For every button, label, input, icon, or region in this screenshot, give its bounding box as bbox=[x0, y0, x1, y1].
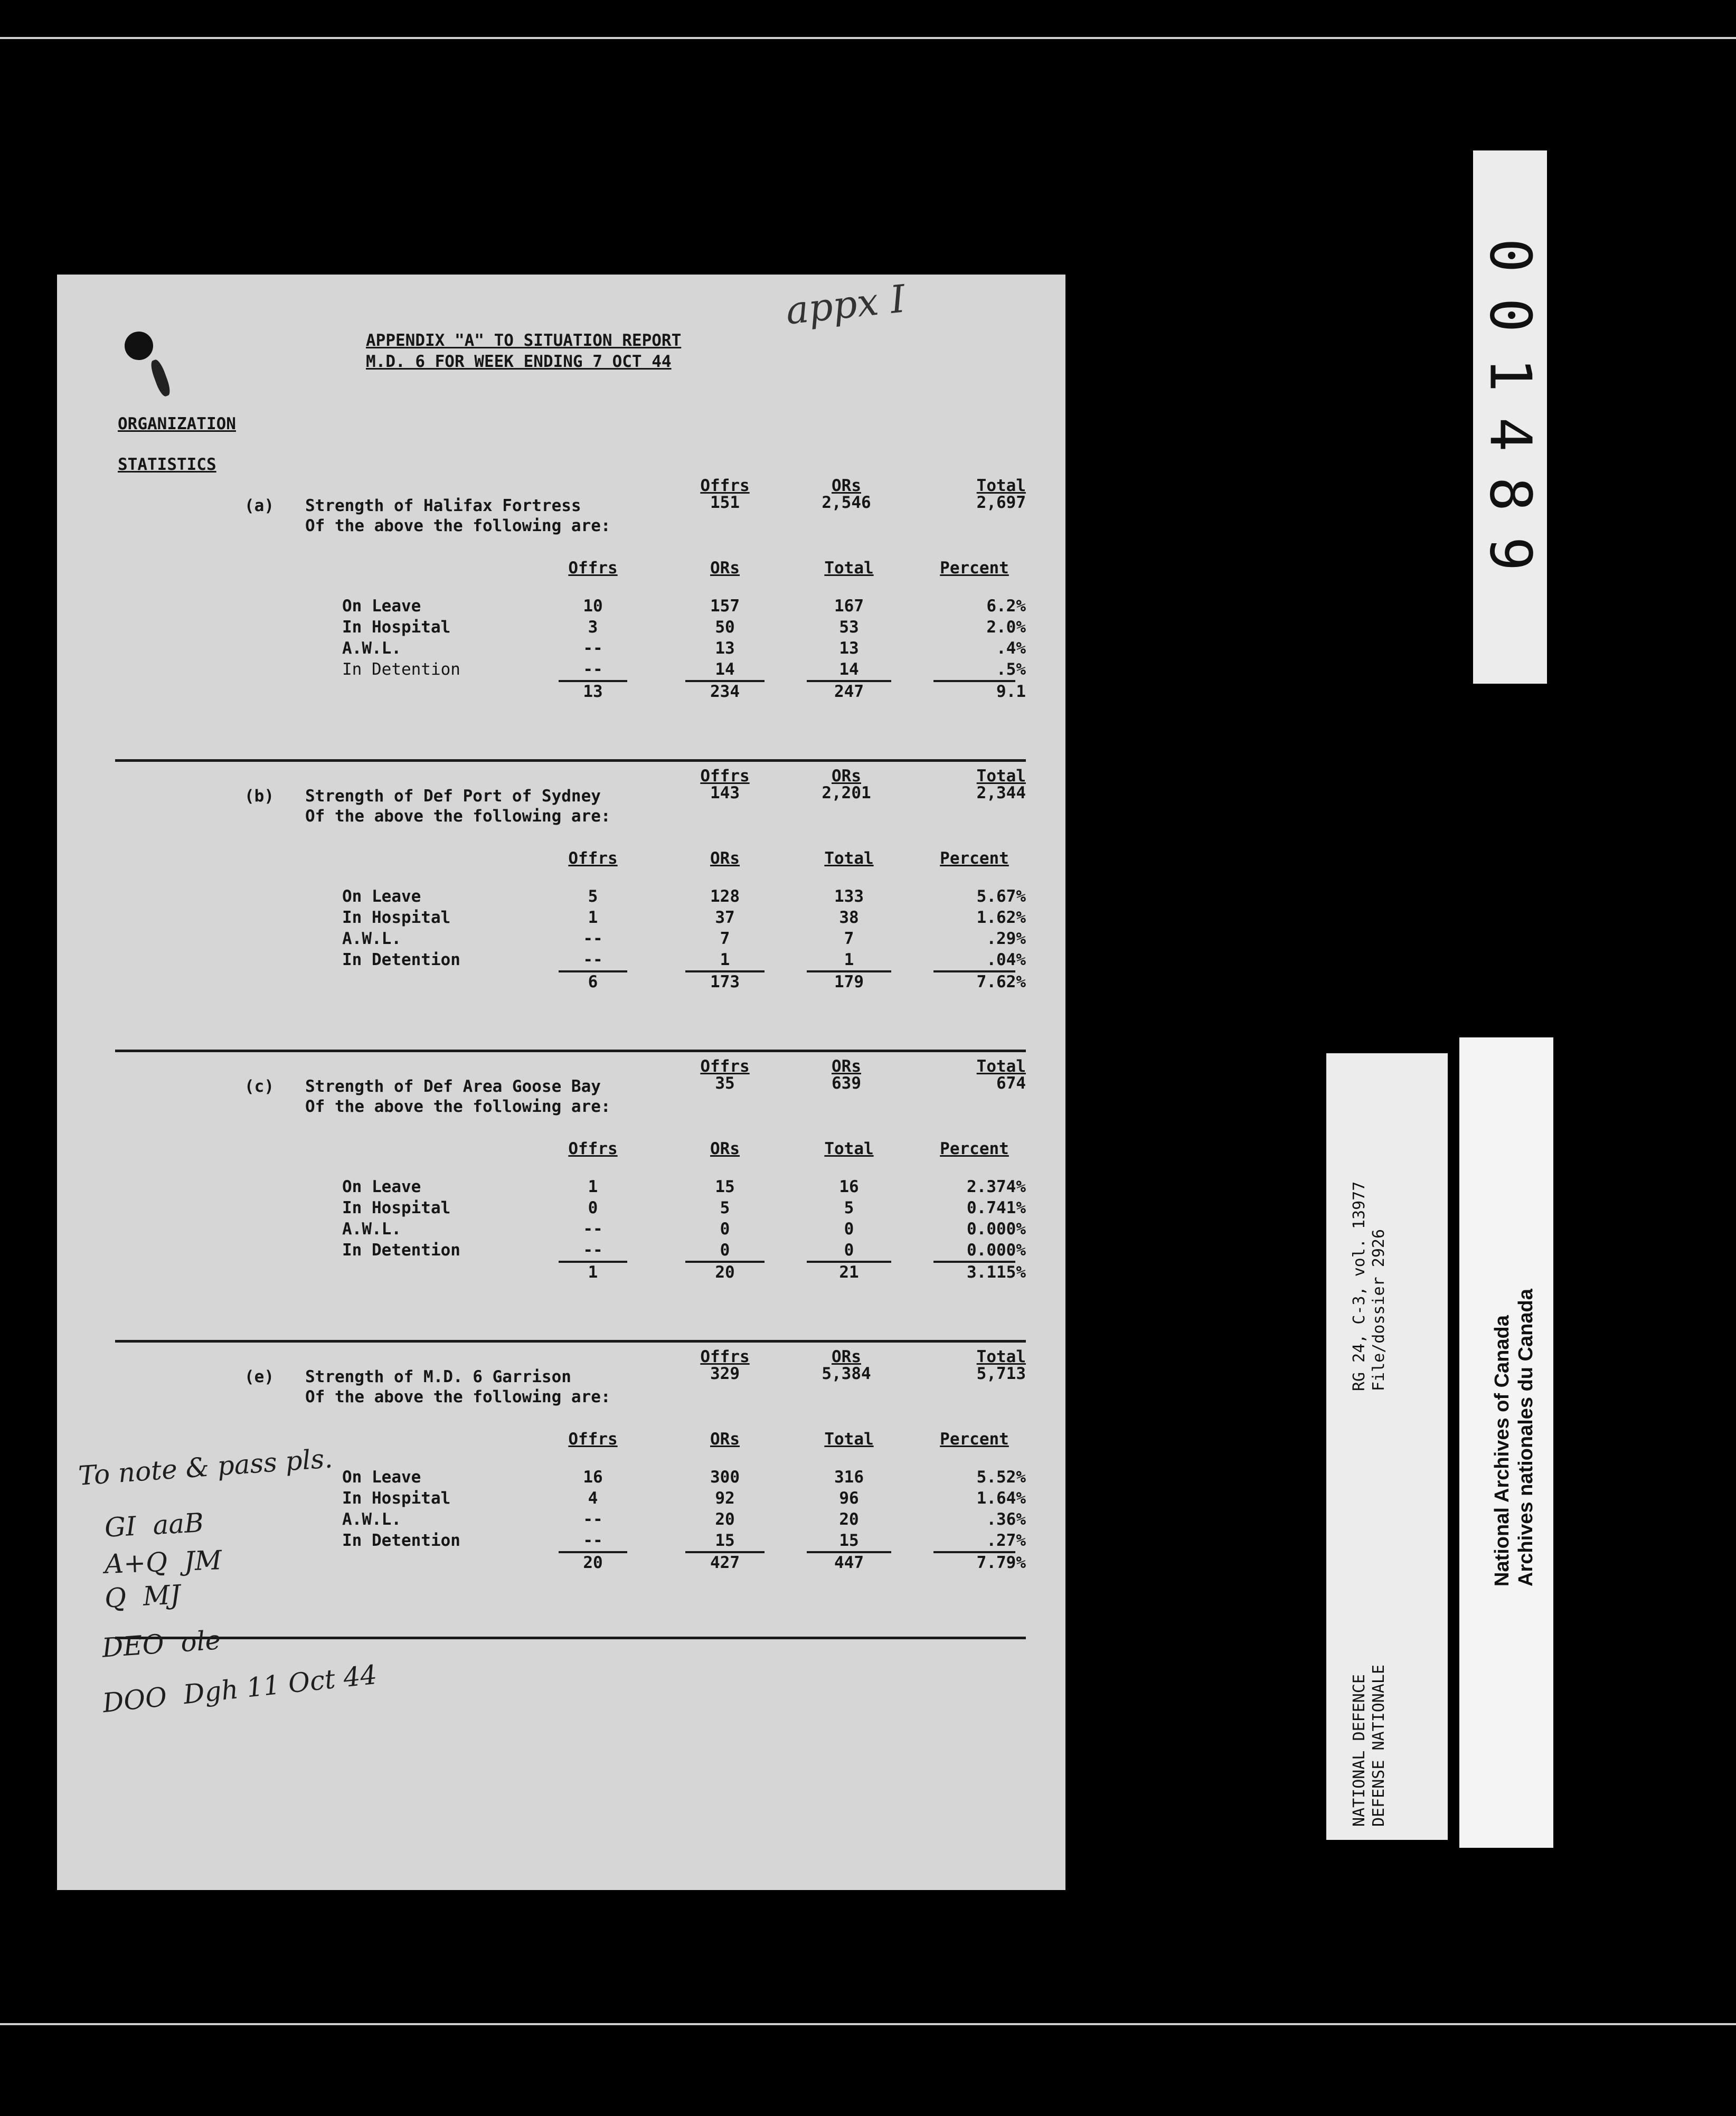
strength-ors: 639 bbox=[832, 1074, 861, 1093]
section-subtitle: Of the above the following are: bbox=[305, 516, 611, 535]
strength-total: 5,713 bbox=[976, 1364, 1026, 1383]
row-label: On Leave bbox=[342, 597, 421, 616]
strength-total: 674 bbox=[996, 1074, 1026, 1093]
total-percent: 7.62% bbox=[976, 972, 1026, 991]
cell-offrs: -- bbox=[583, 929, 603, 948]
cell-ors: 0 bbox=[720, 1241, 730, 1260]
film-edge-bottom bbox=[0, 2023, 1736, 2025]
cell-offrs: 3 bbox=[588, 618, 598, 637]
cell-percent: .36% bbox=[986, 1510, 1026, 1529]
section-letter: (a) bbox=[244, 496, 274, 515]
cell-offrs: -- bbox=[583, 1531, 603, 1550]
closing-rule bbox=[115, 1637, 1026, 1639]
section-3 bbox=[57, 1347, 1065, 1626]
row-label: In Hospital bbox=[342, 908, 451, 927]
row-label: In Detention bbox=[342, 660, 460, 679]
row-label: In Detention bbox=[342, 1531, 460, 1550]
row-label: In Detention bbox=[342, 1241, 460, 1260]
col-header-offrs: Offrs bbox=[568, 559, 618, 578]
cell-total: 0 bbox=[844, 1241, 854, 1260]
cell-percent: 2.0% bbox=[986, 618, 1026, 637]
cell-percent: 1.62% bbox=[976, 908, 1026, 927]
cell-ors: 37 bbox=[715, 908, 735, 927]
cell-offrs: 16 bbox=[583, 1468, 603, 1487]
archives-name-english: National Archives of Canada bbox=[1491, 1315, 1513, 1586]
section-name: Strength of Def Port of Sydney bbox=[305, 787, 601, 806]
col-header-ors: ORs bbox=[710, 849, 740, 868]
cell-percent: .5% bbox=[996, 660, 1026, 679]
cell-percent: 0.741% bbox=[967, 1198, 1026, 1217]
film-edge-top bbox=[0, 37, 1736, 39]
col-header-total: Total bbox=[824, 559, 874, 578]
strength-ors: 5,384 bbox=[822, 1364, 871, 1383]
cell-offrs: 10 bbox=[583, 597, 603, 616]
row-label: In Hospital bbox=[342, 1198, 451, 1217]
col-header-offrs: Offrs bbox=[568, 1430, 618, 1449]
total-percent: 3.115% bbox=[967, 1263, 1026, 1282]
cell-ors: 5 bbox=[720, 1198, 730, 1217]
total-ors: 234 bbox=[710, 682, 740, 701]
strength-total: 2,344 bbox=[976, 783, 1026, 802]
reference-line-1: RG 24, C-3, vol. 13977 bbox=[1350, 1181, 1369, 1391]
col-header-percent: Percent bbox=[940, 1139, 1009, 1158]
total-offrs: 13 bbox=[583, 682, 603, 701]
cell-offrs: 1 bbox=[588, 1177, 598, 1196]
total-ors: 173 bbox=[710, 972, 740, 991]
col-header-percent: Percent bbox=[940, 559, 1009, 578]
heading-organization: ORGANIZATION bbox=[118, 414, 236, 433]
row-label: A.W.L. bbox=[342, 639, 401, 658]
cell-total: 20 bbox=[839, 1510, 859, 1529]
section-1 bbox=[57, 767, 1065, 1045]
section-subtitle: Of the above the following are: bbox=[305, 1097, 611, 1116]
strength-offrs: 35 bbox=[715, 1074, 735, 1093]
strength-offrs: 151 bbox=[710, 493, 740, 512]
cell-offrs: -- bbox=[583, 660, 603, 679]
cell-ors: 128 bbox=[710, 887, 740, 906]
punch-tear bbox=[148, 358, 172, 398]
section-2 bbox=[57, 1057, 1065, 1336]
national-archives-label bbox=[1459, 1037, 1553, 1848]
cell-total: 316 bbox=[834, 1468, 864, 1487]
cell-total: 1 bbox=[844, 950, 854, 969]
cell-offrs: -- bbox=[583, 1510, 603, 1529]
cell-ors: 50 bbox=[715, 618, 735, 637]
strength-offrs-label: Offrs bbox=[700, 767, 750, 786]
col-header-offrs: Offrs bbox=[568, 849, 618, 868]
col-header-ors: ORs bbox=[710, 559, 740, 578]
cell-total: 15 bbox=[839, 1531, 859, 1550]
document-title bbox=[366, 330, 681, 372]
cell-percent: 0.000% bbox=[967, 1241, 1026, 1260]
cell-total: 14 bbox=[839, 660, 859, 679]
cell-percent: 6.2% bbox=[986, 597, 1026, 616]
cell-total: 133 bbox=[834, 887, 864, 906]
row-label: On Leave bbox=[342, 1177, 421, 1196]
cell-total: 7 bbox=[844, 929, 854, 948]
section-divider bbox=[115, 759, 1026, 762]
cell-percent: .27% bbox=[986, 1531, 1026, 1550]
cell-offrs: -- bbox=[583, 950, 603, 969]
handwritten-annotation-top: appx I bbox=[784, 276, 908, 333]
row-label: On Leave bbox=[342, 887, 421, 906]
total-total: 21 bbox=[839, 1263, 859, 1282]
row-label: A.W.L. bbox=[342, 929, 401, 948]
archive-reference-label bbox=[1326, 1053, 1448, 1840]
cell-ors: 14 bbox=[715, 660, 735, 679]
col-header-percent: Percent bbox=[940, 849, 1009, 868]
strength-offrs: 329 bbox=[710, 1364, 740, 1383]
total-percent: 9.1 bbox=[996, 682, 1026, 701]
cell-total: 16 bbox=[839, 1177, 859, 1196]
cell-offrs: -- bbox=[583, 1241, 603, 1260]
reference-line-2: File/dossier 2926 bbox=[1370, 1229, 1388, 1391]
title-line-1: APPENDIX "A" TO SITUATION REPORT bbox=[366, 331, 682, 350]
total-ors: 20 bbox=[715, 1263, 735, 1282]
strength-ors-label: ORs bbox=[832, 476, 861, 495]
row-label: A.W.L. bbox=[342, 1220, 401, 1239]
col-header-percent: Percent bbox=[940, 1430, 1009, 1449]
total-offrs: 6 bbox=[588, 972, 598, 991]
cell-total: 53 bbox=[839, 618, 859, 637]
cell-ors: 157 bbox=[710, 597, 740, 616]
cell-offrs: 5 bbox=[588, 887, 598, 906]
strength-ors: 2,201 bbox=[822, 783, 871, 802]
strength-total-label: Total bbox=[976, 767, 1026, 786]
col-header-total: Total bbox=[824, 1139, 874, 1158]
cell-total: 96 bbox=[839, 1489, 859, 1508]
cell-percent: 2.374% bbox=[967, 1177, 1026, 1196]
section-name: Strength of M.D. 6 Garrison bbox=[305, 1367, 571, 1386]
cell-total: 0 bbox=[844, 1220, 854, 1239]
cell-percent: 0.000% bbox=[967, 1220, 1026, 1239]
cell-ors: 0 bbox=[720, 1220, 730, 1239]
cell-offrs: 4 bbox=[588, 1489, 598, 1508]
row-label: A.W.L. bbox=[342, 1510, 401, 1529]
cell-offrs: 0 bbox=[588, 1198, 598, 1217]
strength-total: 2,697 bbox=[976, 493, 1026, 512]
cell-ors: 92 bbox=[715, 1489, 735, 1508]
cell-percent: .4% bbox=[996, 639, 1026, 658]
cell-ors: 20 bbox=[715, 1510, 735, 1529]
strength-total-label: Total bbox=[976, 476, 1026, 495]
strength-offrs-label: Offrs bbox=[700, 476, 750, 495]
col-header-ors: ORs bbox=[710, 1139, 740, 1158]
cell-ors: 15 bbox=[715, 1531, 735, 1550]
cell-percent: .29% bbox=[986, 929, 1026, 948]
section-letter: (b) bbox=[244, 787, 274, 806]
total-percent: 7.79% bbox=[976, 1553, 1026, 1572]
strength-ors-label: ORs bbox=[832, 1057, 861, 1076]
row-label: In Hospital bbox=[342, 1489, 451, 1508]
strength-offrs-label: Offrs bbox=[700, 1057, 750, 1076]
punch-hole bbox=[125, 332, 153, 360]
col-header-ors: ORs bbox=[710, 1430, 740, 1449]
col-header-total: Total bbox=[824, 1430, 874, 1449]
cell-ors: 7 bbox=[720, 929, 730, 948]
strength-ors: 2,546 bbox=[822, 493, 871, 512]
section-subtitle: Of the above the following are: bbox=[305, 807, 611, 826]
document-page bbox=[57, 275, 1065, 1890]
handwritten-note: Q MJ bbox=[103, 1579, 182, 1614]
handwritten-note: To note & pass pls. bbox=[77, 1443, 334, 1491]
strength-total-label: Total bbox=[976, 1347, 1026, 1366]
cell-percent: 5.52% bbox=[976, 1468, 1026, 1487]
col-header-offrs: Offrs bbox=[568, 1139, 618, 1158]
cell-percent: 1.64% bbox=[976, 1489, 1026, 1508]
cell-total: 5 bbox=[844, 1198, 854, 1217]
cell-ors: 15 bbox=[715, 1177, 735, 1196]
cell-offrs: -- bbox=[583, 1220, 603, 1239]
heading-statistics: STATISTICS bbox=[118, 455, 216, 474]
total-ors: 427 bbox=[710, 1553, 740, 1572]
cell-total: 38 bbox=[839, 908, 859, 927]
total-total: 247 bbox=[834, 682, 864, 701]
frame-number-stamp bbox=[1473, 150, 1547, 684]
section-name: Strength of Def Area Goose Bay bbox=[305, 1077, 601, 1096]
section-subtitle: Of the above the following are: bbox=[305, 1387, 611, 1406]
cell-offrs: 1 bbox=[588, 908, 598, 927]
row-label: On Leave bbox=[342, 1468, 421, 1487]
strength-offrs: 143 bbox=[710, 783, 740, 802]
handwritten-note: A+Q JM bbox=[104, 1545, 222, 1580]
strength-total-label: Total bbox=[976, 1057, 1026, 1076]
section-letter: (e) bbox=[244, 1367, 274, 1386]
total-offrs: 1 bbox=[588, 1263, 598, 1282]
section-0 bbox=[57, 476, 1065, 755]
total-offrs: 20 bbox=[583, 1553, 603, 1572]
frame-number: 001489 bbox=[1477, 238, 1543, 597]
section-divider bbox=[115, 1050, 1026, 1052]
cell-ors: 300 bbox=[710, 1468, 740, 1487]
section-divider bbox=[115, 1340, 1026, 1343]
strength-ors-label: ORs bbox=[832, 1347, 861, 1366]
title-line-2: M.D. 6 FOR WEEK ENDING 7 OCT 44 bbox=[366, 352, 672, 371]
strength-offrs-label: Offrs bbox=[700, 1347, 750, 1366]
section-name: Strength of Halifax Fortress bbox=[305, 496, 581, 515]
total-total: 179 bbox=[834, 972, 864, 991]
handwritten-note: DEO ole bbox=[101, 1624, 222, 1664]
cell-percent: .04% bbox=[986, 950, 1026, 969]
strength-ors-label: ORs bbox=[832, 767, 861, 786]
section-letter: (c) bbox=[244, 1077, 274, 1096]
row-label: In Detention bbox=[342, 950, 460, 969]
cell-offrs: -- bbox=[583, 639, 603, 658]
department-line-2: DEFENSE NATIONALE bbox=[1370, 1664, 1388, 1827]
col-header-total: Total bbox=[824, 849, 874, 868]
cell-percent: 5.67% bbox=[976, 887, 1026, 906]
row-label: In Hospital bbox=[342, 618, 451, 637]
cell-ors: 13 bbox=[715, 639, 735, 658]
department-line-1: NATIONAL DEFENCE bbox=[1350, 1674, 1369, 1827]
total-total: 447 bbox=[834, 1553, 864, 1572]
archives-name-french: Archives nationales du Canada bbox=[1515, 1289, 1537, 1586]
handwritten-note: DOO Dgh 11 Oct 44 bbox=[101, 1659, 379, 1719]
cell-total: 167 bbox=[834, 597, 864, 616]
cell-ors: 1 bbox=[720, 950, 730, 969]
handwritten-note: GI aaB bbox=[103, 1507, 205, 1543]
cell-total: 13 bbox=[839, 639, 859, 658]
